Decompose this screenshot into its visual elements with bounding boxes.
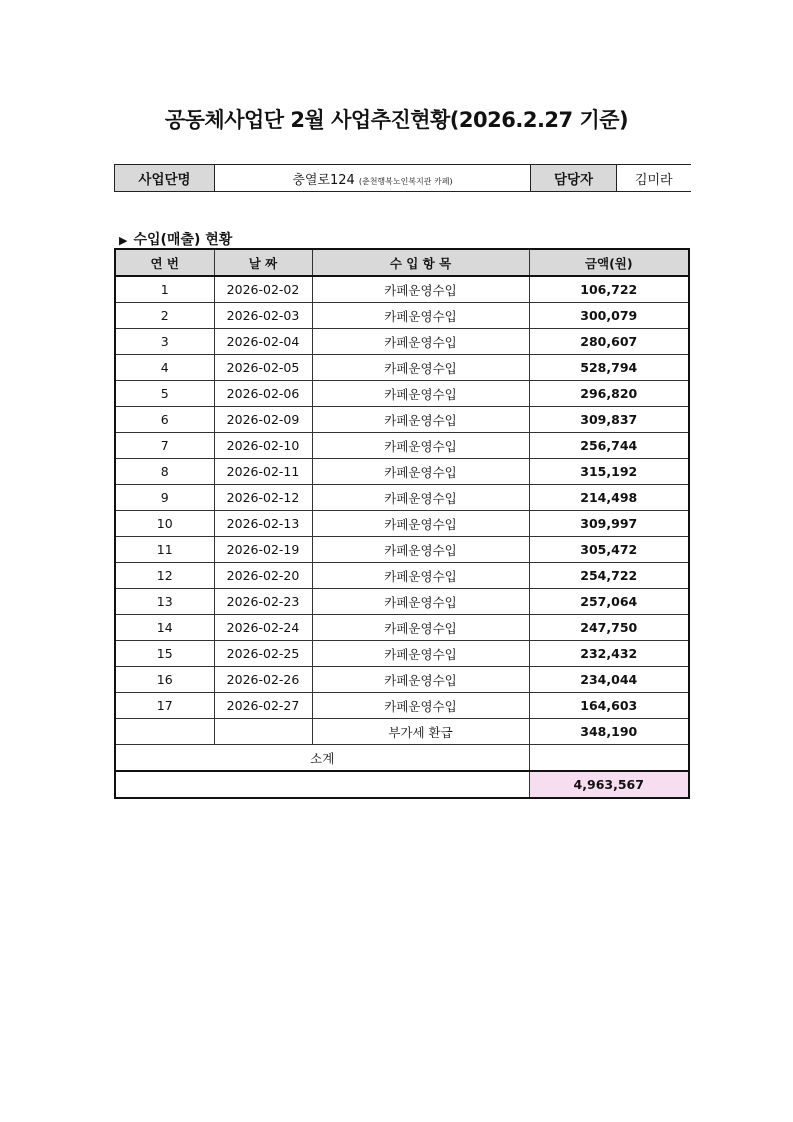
table-row — [115, 303, 689, 329]
section-title: 수입(매출) 현황 — [133, 232, 233, 248]
row-item: 카페운영수입 — [312, 407, 529, 433]
row-amount: 300,079 — [529, 303, 689, 329]
table-row — [115, 693, 689, 719]
row-amount: 164,603 — [529, 693, 689, 719]
row-amount: 232,432 — [529, 641, 689, 667]
row-item: 카페운영수입 — [312, 641, 529, 667]
subtotal-label: 소계 — [115, 745, 529, 772]
table-row — [115, 459, 689, 485]
table-row — [115, 485, 689, 511]
row-no: 8 — [115, 459, 214, 485]
row-no: 7 — [115, 433, 214, 459]
table-row — [115, 381, 689, 407]
total-row — [115, 771, 689, 798]
row-no: 6 — [115, 407, 214, 433]
triangle-right-icon: ▶ — [119, 234, 128, 247]
row-no: 3 — [115, 329, 214, 355]
table-row — [115, 641, 689, 667]
row-amount: 280,607 — [529, 329, 689, 355]
row-amount: 247,750 — [529, 615, 689, 641]
row-item: 카페운영수입 — [312, 329, 529, 355]
row-no: 12 — [115, 563, 214, 589]
row-no: 17 — [115, 693, 214, 719]
row-date — [214, 719, 312, 745]
row-item: 카페운영수입 — [312, 667, 529, 693]
header-date: 날 짜 — [214, 249, 312, 276]
row-no: 13 — [115, 589, 214, 615]
table-row — [115, 407, 689, 433]
row-amount: 256,744 — [529, 433, 689, 459]
row-item: 카페운영수입 — [312, 381, 529, 407]
row-no: 10 — [115, 511, 214, 537]
row-date: 2026-02-27 — [214, 693, 312, 719]
table-row — [115, 433, 689, 459]
row-item: 카페운영수입 — [312, 693, 529, 719]
row-amount: 305,472 — [529, 537, 689, 563]
table-row — [115, 667, 689, 693]
row-amount: 348,190 — [529, 719, 689, 745]
row-item: 카페운영수입 — [312, 459, 529, 485]
row-date: 2026-02-11 — [214, 459, 312, 485]
row-date: 2026-02-19 — [214, 537, 312, 563]
row-no: 16 — [115, 667, 214, 693]
table-row — [115, 511, 689, 537]
header-amount: 금액(원) — [529, 249, 689, 276]
subtotal-row — [115, 745, 689, 772]
row-date: 2026-02-25 — [214, 641, 312, 667]
row-no: 14 — [115, 615, 214, 641]
row-amount: 234,044 — [529, 667, 689, 693]
row-amount: 528,794 — [529, 355, 689, 381]
row-date: 2026-02-10 — [214, 433, 312, 459]
row-item: 카페운영수입 — [312, 355, 529, 381]
page-title: 공동체사업단 2월 사업추진현황(2026.2.27 기준) — [164, 108, 629, 132]
table-row — [115, 719, 689, 745]
row-no: 5 — [115, 381, 214, 407]
row-no: 15 — [115, 641, 214, 667]
row-date: 2026-02-20 — [214, 563, 312, 589]
row-amount: 257,064 — [529, 589, 689, 615]
row-no: 1 — [115, 276, 214, 303]
table-row — [115, 563, 689, 589]
manager-label: 담당자 — [531, 165, 617, 192]
info-row — [115, 165, 691, 192]
row-amount: 254,722 — [529, 563, 689, 589]
total-label-cell — [115, 771, 529, 798]
row-amount: 214,498 — [529, 485, 689, 511]
row-item: 카페운영수입 — [312, 303, 529, 329]
org-label: 사업단명 — [115, 165, 215, 192]
row-item: 부가세 환급 — [312, 719, 529, 745]
table-row — [115, 329, 689, 355]
row-date: 2026-02-13 — [214, 511, 312, 537]
table-row — [115, 355, 689, 381]
row-date: 2026-02-12 — [214, 485, 312, 511]
row-date: 2026-02-02 — [214, 276, 312, 303]
row-item: 카페운영수입 — [312, 433, 529, 459]
row-amount: 106,722 — [529, 276, 689, 303]
header-no: 연 번 — [115, 249, 214, 276]
org-sub: (춘천행복노인복지관 카페) — [358, 176, 453, 186]
org-name: 충열로124 — [292, 172, 355, 188]
row-date: 2026-02-05 — [214, 355, 312, 381]
org-name-cell — [215, 165, 531, 192]
row-no: 9 — [115, 485, 214, 511]
row-date: 2026-02-04 — [214, 329, 312, 355]
row-date: 2026-02-26 — [214, 667, 312, 693]
row-amount: 296,820 — [529, 381, 689, 407]
row-item: 카페운영수입 — [312, 537, 529, 563]
subtotal-value — [529, 745, 689, 772]
manager-name: 김미라 — [617, 165, 691, 192]
row-date: 2026-02-03 — [214, 303, 312, 329]
row-item: 카페운영수입 — [312, 276, 529, 303]
income-table — [114, 248, 690, 799]
row-item: 카페운영수입 — [312, 615, 529, 641]
row-no — [115, 719, 214, 745]
row-item: 카페운영수입 — [312, 511, 529, 537]
row-item: 카페운영수입 — [312, 563, 529, 589]
row-date: 2026-02-09 — [214, 407, 312, 433]
row-no: 4 — [115, 355, 214, 381]
income-table-body — [115, 249, 689, 798]
row-item: 카페운영수입 — [312, 589, 529, 615]
table-header-row — [115, 249, 689, 276]
table-row — [115, 537, 689, 563]
row-date: 2026-02-06 — [214, 381, 312, 407]
row-amount: 315,192 — [529, 459, 689, 485]
total-amount: 4,963,567 — [529, 771, 689, 798]
header-item: 수 입 항 목 — [312, 249, 529, 276]
row-no: 11 — [115, 537, 214, 563]
row-amount: 309,837 — [529, 407, 689, 433]
row-amount: 309,997 — [529, 511, 689, 537]
table-row — [115, 589, 689, 615]
row-no: 2 — [115, 303, 214, 329]
section-heading — [119, 229, 232, 249]
row-item: 카페운영수입 — [312, 485, 529, 511]
table-row — [115, 276, 689, 303]
row-date: 2026-02-23 — [214, 589, 312, 615]
info-table — [114, 164, 691, 192]
row-date: 2026-02-24 — [214, 615, 312, 641]
table-row — [115, 615, 689, 641]
